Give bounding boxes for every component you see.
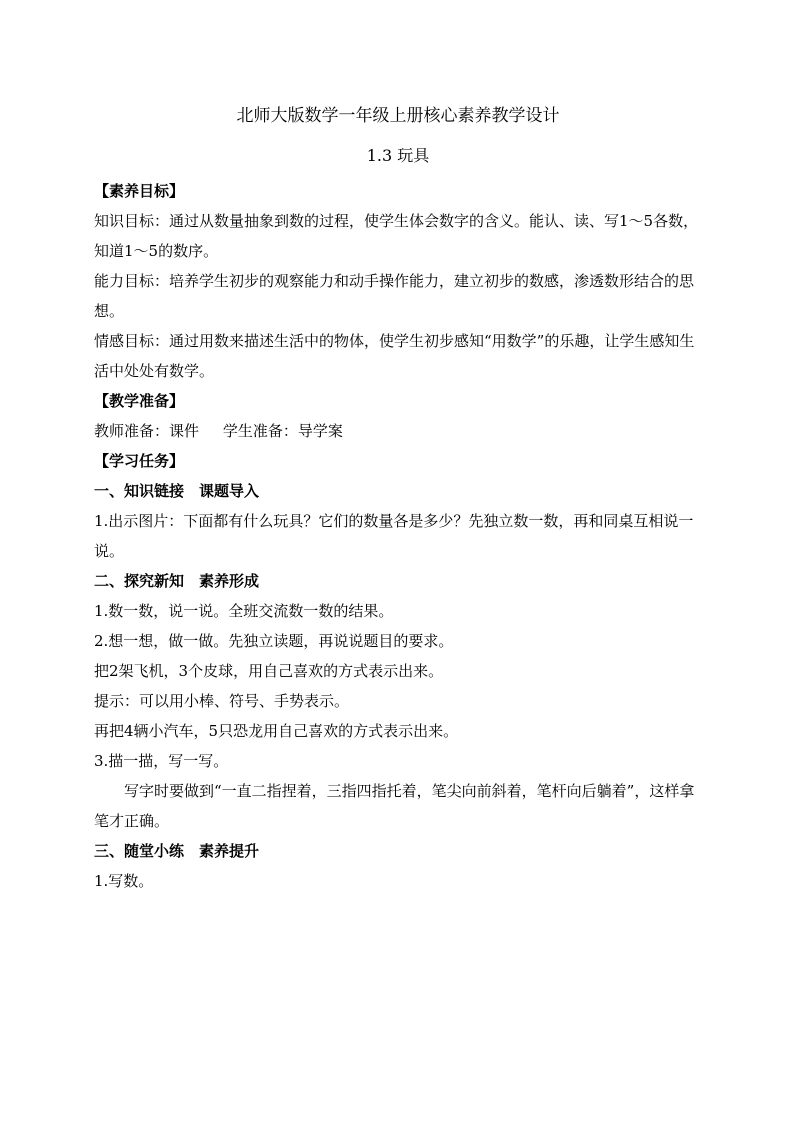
emotion-goal-paragraph: 情感目标：通过用数来描述生活中的物体，使学生初步感知“用数学”的乐趣，让学生感知生活中处处有数学。 bbox=[94, 332, 695, 380]
part-three-item-1: 1.写数。 bbox=[94, 872, 154, 890]
section-heading-learning-tasks: 【学习任务】 bbox=[94, 452, 185, 470]
document-title: 北师大版数学一年级上册核心素养教学设计 bbox=[236, 106, 560, 126]
part-one-item-1: 1.出示图片：下面都有什么玩具？它们的数量各是多少？先独立数一数，再和同桌互相说一说。 bbox=[94, 512, 694, 560]
part-three-heading: 三、随堂小练 素养提升 bbox=[94, 842, 260, 860]
section-heading-literacy-goals: 【素养目标】 bbox=[94, 182, 185, 200]
section-heading-teaching-preparation: 【教学准备】 bbox=[94, 392, 185, 410]
part-two-item-2-task-a: 把2架飞机，3个皮球，用自己喜欢的方式表示出来。 bbox=[94, 662, 444, 680]
part-two-item-2: 2.想一想，做一做。先独立读题，再说说题目的要求。 bbox=[94, 632, 454, 650]
part-one-heading: 一、知识链接 课题导入 bbox=[94, 482, 260, 500]
part-two-item-3: 3.描一描，写一写。 bbox=[94, 752, 229, 770]
part-two-item-2-hint: 提示：可以用小棒、符号、手势表示。 bbox=[94, 692, 350, 710]
lesson-title: 1.3 玩具 bbox=[366, 146, 430, 165]
part-two-item-2-task-b: 再把4辆小汽车，5只恐龙用自己喜欢的方式表示出来。 bbox=[94, 722, 459, 740]
document-body bbox=[94, 102, 702, 896]
knowledge-goal-paragraph: 知识目标：通过从数量抽象到数的过程，使学生体会数字的含义。能认、读、写1～5各数，知道1～5的数序。 bbox=[94, 212, 699, 260]
part-two-heading: 二、探究新知 素养形成 bbox=[94, 572, 260, 590]
part-two-item-1: 1.数一数，说一说。全班交流数一数的结果。 bbox=[94, 602, 394, 620]
ability-goal-paragraph: 能力目标：培养学生初步的观察能力和动手操作能力，建立初步的数感，渗透数形结合的思想。 bbox=[94, 272, 695, 320]
writing-posture-paragraph: 写字时要做到“一直二指捏着，三指四指托着，笔尖向前斜着，笔杆向后躺着”，这样拿笔才正确。 bbox=[94, 782, 695, 830]
preparation-line: 教师准备：课件 学生准备：导学案 bbox=[94, 422, 343, 440]
